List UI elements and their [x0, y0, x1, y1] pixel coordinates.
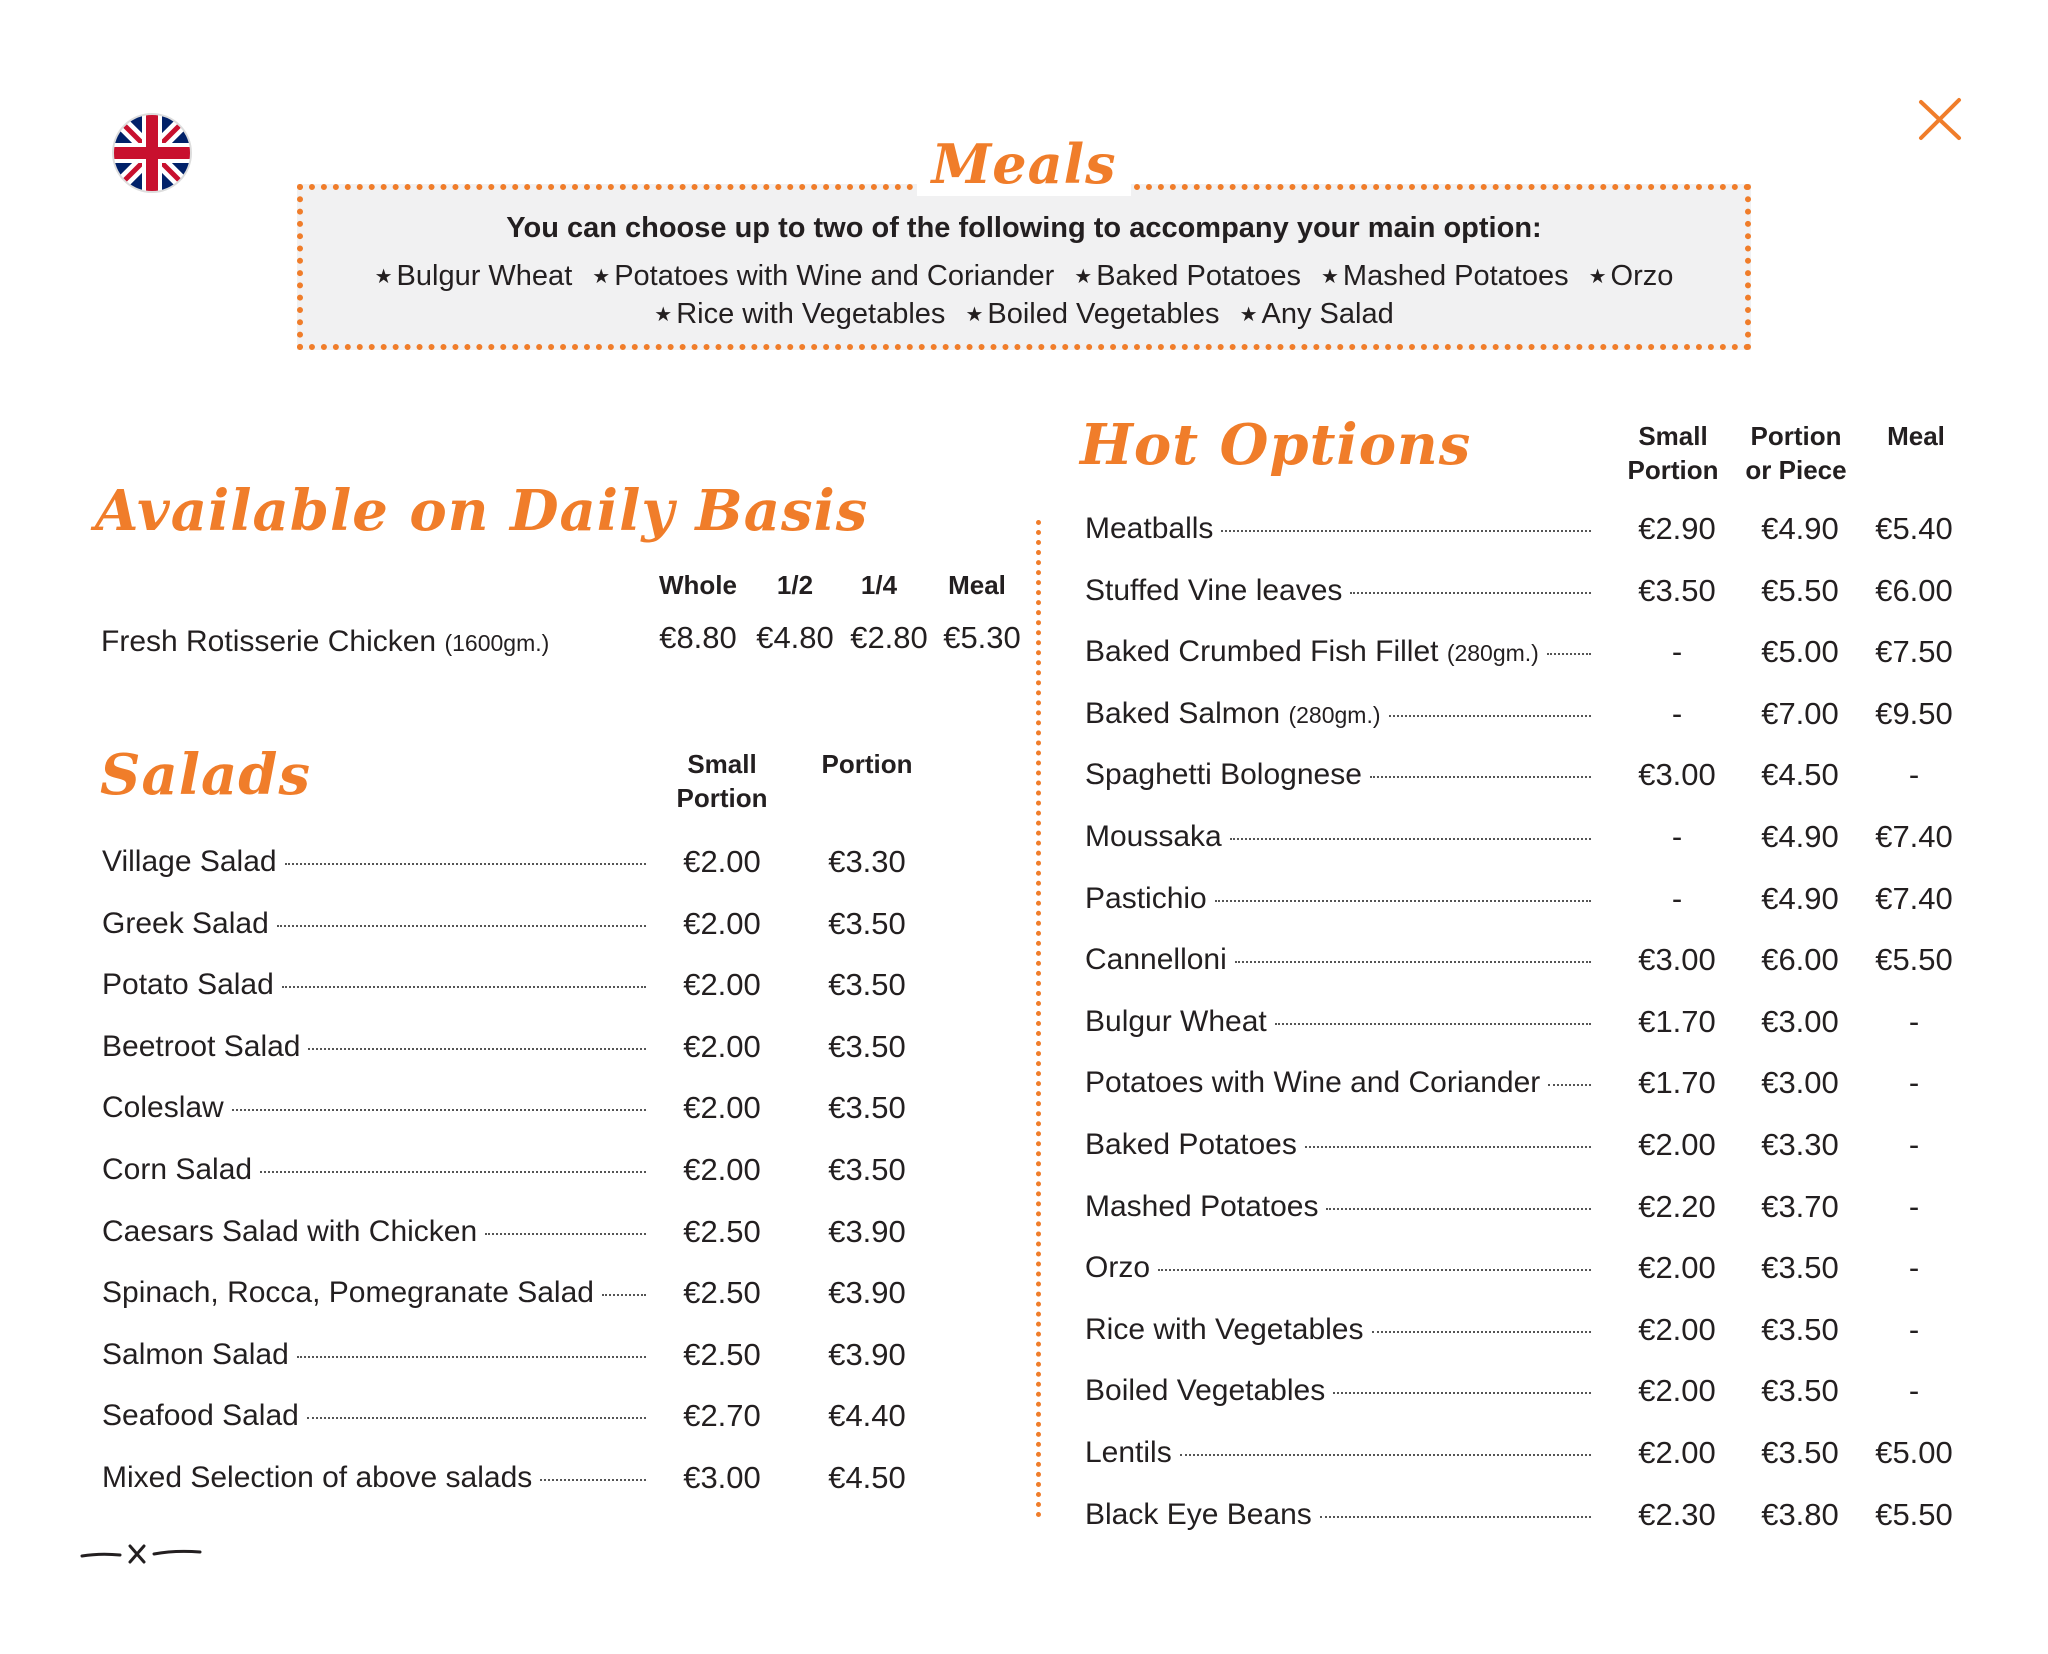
salad-row	[102, 1461, 650, 1495]
item-name	[102, 1461, 532, 1495]
item-name	[1085, 512, 1213, 546]
item-name	[102, 968, 274, 1002]
item-price: -	[1908, 1127, 1920, 1162]
hot-option-row	[1085, 1313, 1595, 1347]
item-price: €7.50	[1875, 634, 1953, 670]
dot-leader	[1275, 1023, 1591, 1025]
column-header: Meal	[948, 570, 1006, 600]
item-price: €3.00	[1761, 1003, 1839, 1039]
hot-option-row	[1085, 1251, 1595, 1285]
hot-option-row	[1085, 1374, 1595, 1408]
item-price: -	[1671, 634, 1683, 670]
dot-leader	[277, 925, 646, 927]
item-name	[1085, 1251, 1150, 1285]
item-price: €2.00	[683, 1152, 761, 1187]
page-mark-icon	[80, 1536, 202, 1570]
item-name-text: Pastichio	[1085, 881, 1207, 915]
item-price: €3.00	[1638, 757, 1716, 793]
hot-option-row	[1085, 1005, 1595, 1039]
item-name	[1085, 1498, 1312, 1532]
hot-option-row	[1085, 574, 1595, 608]
meal-option	[654, 298, 945, 331]
daily-section-title: Available on Daily Basis	[95, 478, 869, 544]
star-icon: ★	[1588, 266, 1607, 288]
item-price: €5.00	[1875, 1435, 1953, 1470]
item-price: €4.90	[1761, 880, 1839, 916]
item-price: €3.50	[1761, 1373, 1839, 1409]
item-price: €3.80	[1761, 1496, 1839, 1532]
item-price: €4.50	[828, 1460, 906, 1495]
item-name	[1085, 1066, 1540, 1100]
item-name-text: Corn Salad	[102, 1153, 253, 1186]
dot-leader	[285, 863, 646, 865]
item-weight-note: (280gm.)	[1288, 701, 1381, 728]
column-header: Portion	[821, 749, 913, 779]
item-price: €4.90	[1761, 819, 1839, 854]
item-name	[102, 1338, 289, 1372]
hot-option-row	[1085, 882, 1595, 916]
item-name-text: Cannelloni	[1085, 943, 1227, 977]
dot-leader	[232, 1109, 646, 1111]
item-name	[1085, 758, 1362, 792]
star-icon: ★	[592, 266, 611, 288]
dot-leader	[1547, 653, 1591, 655]
item-name-text: Baked Potatoes	[1085, 1128, 1297, 1161]
hot-option-row	[1085, 1066, 1595, 1100]
item-name-text: Baked Crumbed Fish Fillet	[1085, 635, 1439, 669]
item-name-text: Orzo	[1085, 1251, 1151, 1285]
item-name-text: Black Eye Beans	[1085, 1497, 1312, 1531]
item-name-text: Beetroot Salad	[102, 1029, 301, 1063]
item-name	[102, 1030, 300, 1064]
hot-option-row	[1085, 820, 1595, 854]
hot-option-row	[1085, 1498, 1595, 1532]
dot-leader	[1320, 1516, 1591, 1518]
item-price: €3.50	[828, 905, 906, 941]
item-price: -	[1671, 819, 1683, 854]
item-price: -	[1908, 1003, 1920, 1039]
item-name-text: Coleslaw	[102, 1091, 224, 1125]
item-name	[1085, 820, 1222, 854]
salad-row	[102, 1338, 650, 1372]
item-name	[1085, 1128, 1297, 1162]
item-name	[102, 1276, 594, 1310]
meal-option-label: Rice with Vegetables	[676, 298, 946, 330]
item-price: €2.00	[683, 844, 761, 879]
item-name-text: Mashed Potatoes	[1085, 1189, 1319, 1223]
meal-option	[592, 260, 1054, 293]
item-name	[1085, 1313, 1364, 1347]
dot-leader	[1333, 1392, 1591, 1394]
dot-leader	[602, 1294, 646, 1296]
item-name-text: Spaghetti Bolognese	[1085, 758, 1362, 792]
item-price: €3.50	[828, 1028, 906, 1064]
salad-row	[102, 1030, 650, 1064]
item-name	[102, 1153, 252, 1187]
item-price: €8.80	[659, 620, 737, 655]
hot-option-row	[1085, 943, 1595, 977]
item-name-text: Moussaka	[1085, 820, 1222, 853]
item-price: €3.50	[1761, 1435, 1839, 1470]
meal-option	[1589, 260, 1674, 293]
item-name-text: Greek Salad	[102, 906, 269, 940]
item-name-text: Fresh Rotisserie Chicken	[101, 625, 437, 658]
salad-row	[102, 1091, 650, 1125]
item-name	[101, 625, 549, 659]
item-price: €3.50	[828, 967, 906, 1003]
item-price: -	[1908, 757, 1920, 793]
dot-leader	[1372, 1331, 1592, 1333]
item-name	[102, 845, 277, 879]
dot-leader	[1158, 1269, 1591, 1271]
star-icon: ★	[965, 304, 984, 326]
item-name	[1085, 882, 1207, 916]
item-price: -	[1908, 1250, 1920, 1286]
column-header: Portion or Piece	[1745, 421, 1847, 485]
column-header: Small Portion	[1627, 421, 1719, 485]
item-price: -	[1671, 695, 1683, 731]
item-name-text: Spinach, Rocca, Pomegranate Salad	[102, 1276, 594, 1310]
hot-option-row	[1085, 758, 1595, 792]
item-price: €3.50	[828, 1090, 906, 1126]
item-name-text: Caesars Salad with Chicken	[102, 1214, 478, 1248]
item-price: €2.50	[683, 1275, 761, 1311]
dot-leader	[1235, 961, 1591, 963]
salad-row	[102, 968, 650, 1002]
item-name-text: Stuffed Vine leaves	[1085, 573, 1343, 607]
hot-option-row	[1085, 635, 1595, 669]
item-price: €2.00	[683, 1028, 761, 1064]
item-name	[1085, 697, 1381, 731]
dot-leader	[307, 1417, 646, 1419]
item-price: €5.40	[1875, 511, 1953, 546]
item-price: €2.90	[1638, 511, 1716, 546]
meal-option-label: Any Salad	[1261, 298, 1394, 330]
item-price: €5.00	[1761, 634, 1839, 670]
meal-option	[375, 260, 573, 293]
item-price: -	[1908, 1311, 1920, 1347]
item-price: €6.00	[1761, 942, 1839, 978]
dot-leader	[1221, 530, 1591, 532]
item-price: €2.00	[1638, 1127, 1716, 1162]
item-name-text: Rice with Vegetables	[1085, 1312, 1364, 1346]
item-price: €7.40	[1875, 880, 1953, 916]
column-header: 1/2	[776, 570, 814, 600]
item-price: €5.50	[1875, 942, 1953, 978]
star-icon: ★	[1074, 266, 1093, 288]
item-price: €4.80	[756, 620, 834, 655]
item-price: €3.30	[828, 844, 906, 879]
salad-row	[102, 907, 650, 941]
meal-option-label: Orzo	[1610, 260, 1674, 292]
item-price: €4.40	[828, 1398, 906, 1434]
column-header: Meal	[1887, 421, 1945, 451]
hot-option-row	[1085, 697, 1595, 731]
item-price: €9.50	[1875, 695, 1953, 731]
item-name	[102, 1215, 477, 1249]
dot-leader	[297, 1356, 646, 1358]
meals-info-box	[297, 184, 1751, 350]
column-header: Small Portion	[676, 749, 768, 813]
dot-leader	[540, 1479, 646, 1481]
item-price: €3.00	[1761, 1065, 1839, 1101]
item-name	[1085, 1374, 1325, 1408]
salad-row	[102, 1399, 650, 1433]
star-icon: ★	[374, 266, 393, 288]
dot-leader	[1326, 1208, 1591, 1210]
item-price: €4.90	[1761, 511, 1839, 546]
item-price: €2.80	[850, 620, 928, 655]
item-price: €2.20	[1638, 1188, 1716, 1224]
item-name-text: Salmon Salad	[102, 1337, 289, 1371]
item-price: -	[1908, 1065, 1920, 1101]
item-name-text: Meatballs	[1085, 512, 1214, 545]
item-name	[102, 1091, 224, 1125]
item-name	[1085, 1190, 1318, 1224]
item-price: €5.50	[1875, 1496, 1953, 1532]
item-name-text: Village Salad	[102, 845, 277, 878]
hot-option-row	[1085, 1190, 1595, 1224]
dot-leader	[1215, 900, 1591, 902]
dot-leader	[1370, 776, 1591, 778]
item-name-text: Mixed Selection of above salads	[102, 1461, 533, 1494]
salad-row	[102, 845, 650, 879]
item-name-text: Potato Salad	[102, 968, 274, 1002]
meal-option-label: Potatoes with Wine and Coriander	[614, 260, 1055, 292]
item-price: €3.00	[683, 1460, 761, 1495]
item-price: -	[1908, 1373, 1920, 1409]
item-name-text: Potatoes with Wine and Coriander	[1085, 1066, 1541, 1100]
star-icon: ★	[1320, 266, 1339, 288]
item-price: €3.50	[1638, 572, 1716, 608]
item-name	[102, 907, 269, 941]
star-icon: ★	[1239, 304, 1258, 326]
item-price: €3.50	[1761, 1311, 1839, 1347]
salad-row	[102, 1276, 650, 1310]
item-weight-note: (1600gm.)	[444, 630, 550, 656]
item-price: €2.00	[683, 1090, 761, 1126]
item-price: €3.00	[1638, 942, 1716, 978]
column-divider	[1036, 520, 1041, 1518]
dot-leader	[1350, 592, 1591, 594]
item-price: €7.00	[1761, 695, 1839, 731]
item-name	[1085, 574, 1342, 608]
meals-intro-text: You can choose up to two of the following to accompany your main option:	[506, 212, 1542, 244]
item-price: €2.00	[1638, 1311, 1716, 1347]
item-price: €1.70	[1638, 1065, 1716, 1101]
dot-leader	[1180, 1454, 1591, 1456]
item-name-text: Bulgur Wheat	[1085, 1004, 1267, 1038]
item-price: -	[1671, 880, 1683, 916]
meal-option-label: Boiled Vegetables	[987, 298, 1220, 330]
daily-item-row	[101, 625, 549, 659]
dot-leader	[1305, 1146, 1591, 1148]
salads-section-title: Salads	[100, 742, 311, 808]
item-price: €2.00	[1638, 1435, 1716, 1470]
item-name-text: Seafood Salad	[102, 1399, 299, 1433]
hot-option-row	[1085, 1436, 1595, 1470]
item-name	[1085, 1005, 1267, 1039]
item-price: €5.50	[1761, 572, 1839, 608]
hot-options-section-title: Hot Options	[1080, 412, 1472, 478]
item-price: €7.40	[1875, 819, 1953, 854]
item-price: €5.30	[943, 620, 1021, 655]
item-price: €2.30	[1638, 1496, 1716, 1532]
item-price: €3.50	[828, 1152, 906, 1187]
star-icon: ★	[654, 304, 673, 326]
dot-leader	[282, 986, 646, 988]
item-price: €3.90	[828, 1213, 906, 1249]
item-price: €2.70	[683, 1398, 761, 1434]
item-price: €3.90	[828, 1275, 906, 1311]
item-name-text: Boiled Vegetables	[1085, 1374, 1326, 1408]
dot-leader	[260, 1171, 646, 1173]
meal-option	[1240, 298, 1394, 331]
meal-option	[965, 298, 1219, 331]
dot-leader	[1548, 1084, 1591, 1086]
item-price: €4.50	[1761, 757, 1839, 793]
dot-leader	[1230, 838, 1591, 840]
item-name-text: Lentils	[1085, 1436, 1172, 1469]
meal-option-label: Mashed Potatoes	[1342, 260, 1569, 292]
meal-option-label: Bulgur Wheat	[396, 260, 573, 292]
item-price: €2.50	[683, 1213, 761, 1249]
item-weight-note: (280gm.)	[1446, 640, 1539, 667]
item-name-text: Baked Salmon	[1085, 696, 1281, 730]
item-price: €2.00	[1638, 1250, 1716, 1286]
meal-option-label: Baked Potatoes	[1096, 260, 1301, 292]
column-header: Whole	[659, 570, 737, 600]
salad-row	[102, 1215, 650, 1249]
item-price: €1.70	[1638, 1003, 1716, 1039]
item-price: €3.90	[828, 1336, 906, 1372]
item-price: €2.00	[683, 967, 761, 1003]
hot-option-row	[1085, 1128, 1595, 1162]
meal-option	[1074, 260, 1301, 293]
item-price: €2.50	[683, 1336, 761, 1372]
item-name	[1085, 943, 1227, 977]
meals-title-text: Meals	[917, 132, 1130, 196]
meal-options-line-1	[303, 260, 1745, 293]
item-price: €6.00	[1875, 572, 1953, 608]
hot-option-row	[1085, 512, 1595, 546]
meals-title	[0, 132, 2048, 196]
column-header: 1/4	[860, 570, 898, 600]
dot-leader	[1389, 715, 1591, 717]
item-price: -	[1908, 1188, 1920, 1224]
item-name	[1085, 1436, 1172, 1470]
item-price: €3.30	[1761, 1127, 1839, 1162]
dot-leader	[308, 1048, 646, 1050]
item-name	[1085, 635, 1539, 669]
item-price: €3.70	[1761, 1188, 1839, 1224]
item-price: €2.00	[1638, 1373, 1716, 1409]
meal-options-line-2	[303, 298, 1745, 331]
salad-row	[102, 1153, 650, 1187]
item-price: €2.00	[683, 905, 761, 941]
item-price: €3.50	[1761, 1250, 1839, 1286]
item-name	[102, 1399, 299, 1433]
dot-leader	[485, 1233, 646, 1235]
meal-option	[1321, 260, 1569, 293]
